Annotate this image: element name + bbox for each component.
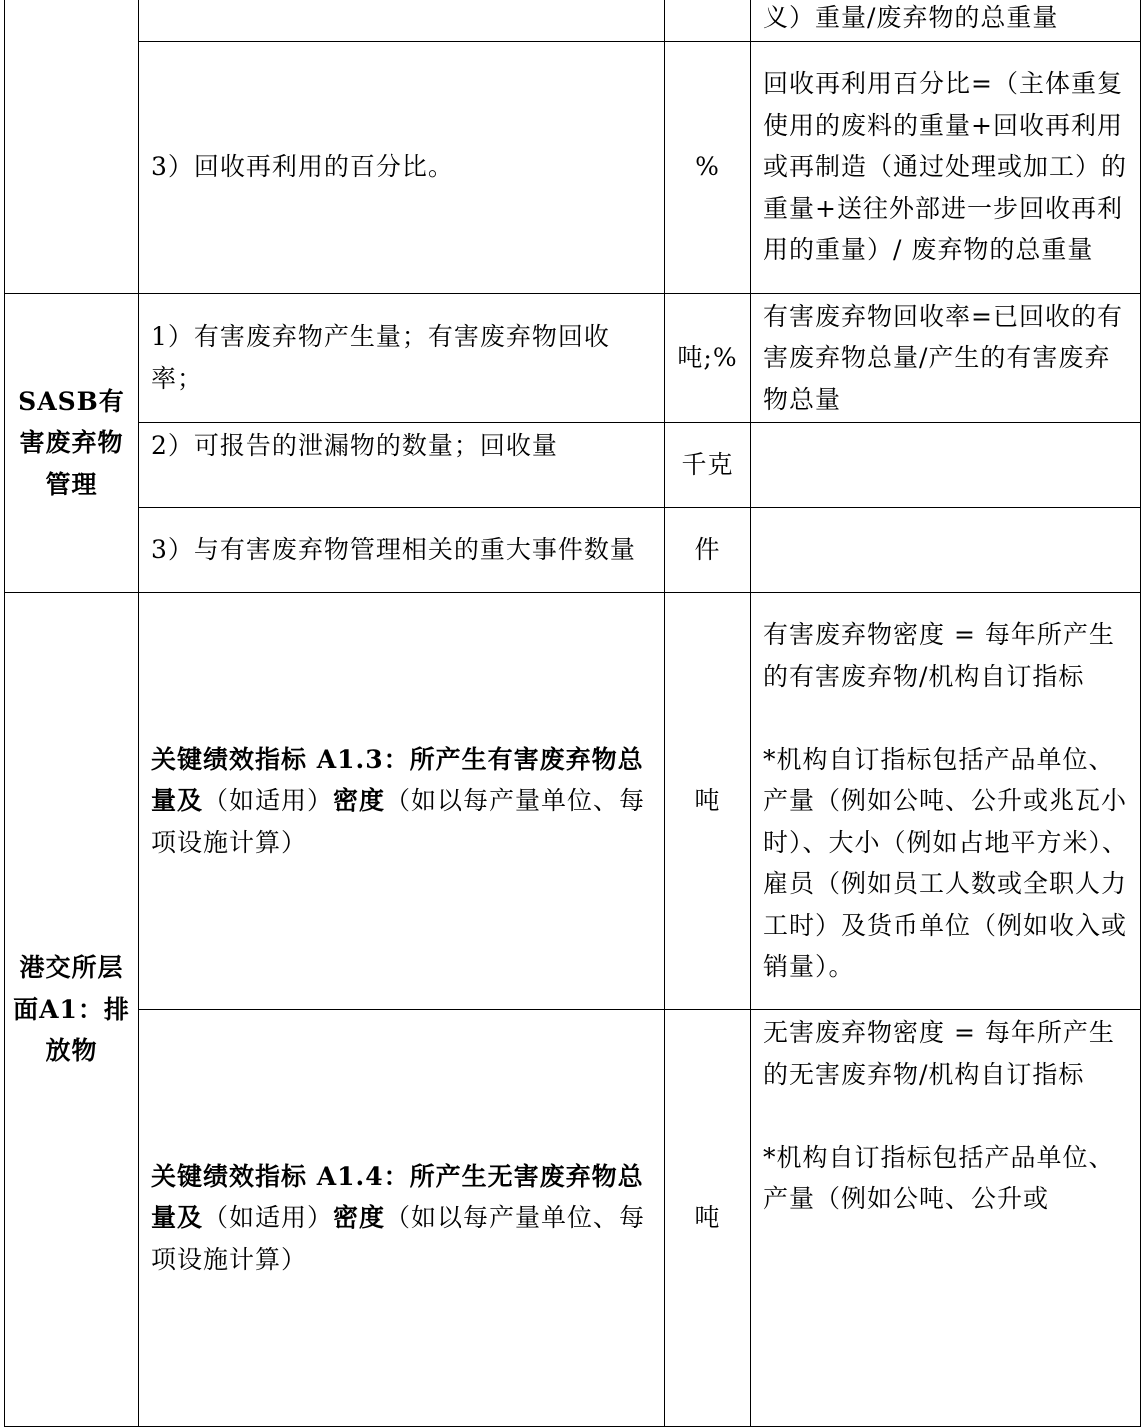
formula-text: 有害废弃物密度 = 每年所产生的有害废弃物/机构自订指标	[763, 620, 1115, 691]
table-row	[5, 593, 1141, 1010]
formula-note: *机构自订指标包括产品单位、产量（例如公吨、公升或兆瓦小时）、大小（例如占地平方米）、雇员（例如员工人数或全职人力工时）及货币单位（例如收入或销量）。	[763, 744, 1129, 982]
formula-text: 无害废弃物密度 = 每年所产生的无害废弃物/机构自订指标	[763, 1018, 1115, 1089]
unit-cell: 千克	[665, 423, 751, 508]
indicator-cell: 2）可报告的泄漏物的数量；回收量	[139, 423, 665, 508]
formula-cell: 回收再利用百分比=（主体重复使用的废料的重量+回收再利用或再制造（通过处理或加工）的重量+送往外部进一步回收再利用的重量）/ 废弃物的总重量	[751, 41, 1141, 293]
table-row	[5, 293, 1141, 423]
unit-cell: 吨	[665, 593, 751, 1010]
unit-cell: 吨;%	[665, 293, 751, 423]
table-row	[5, 423, 1141, 508]
category-cell-continued	[5, 0, 139, 293]
indicator-cell: 关键绩效指标 A1.3：所产生有害废弃物总量及（如适用）密度（如以每产量单位、每项设施计算）	[139, 593, 665, 1010]
indicator-table	[4, 0, 1141, 1427]
formula-cell	[751, 423, 1141, 508]
formula-cell	[751, 593, 1141, 1010]
table-row	[5, 41, 1141, 293]
formula-cell	[751, 508, 1141, 593]
category-cell-hkex: 港交所层面A1：排放物	[5, 593, 139, 1427]
indicator-cell: 3）与有害废弃物管理相关的重大事件数量	[139, 508, 665, 593]
unit-cell: 件	[665, 508, 751, 593]
table-row	[5, 508, 1141, 593]
formula-cell	[751, 1010, 1141, 1427]
unit-cell: 吨	[665, 1010, 751, 1427]
indicator-cell: 1）有害废弃物产生量；有害废弃物回收率；	[139, 293, 665, 423]
formula-cell: 有害废弃物回收率=已回收的有害废弃物总量/产生的有害废弃物总量	[751, 293, 1141, 423]
formula-cell: 义）重量/废弃物的总重量	[751, 0, 1141, 41]
table-row	[5, 1010, 1141, 1427]
table-row	[5, 0, 1141, 41]
indicator-cell: 关键绩效指标 A1.4：所产生无害废弃物总量及（如适用）密度（如以每产量单位、每项设施计算）	[139, 1010, 665, 1427]
formula-note: *机构自订指标包括产品单位、产量（例如公吨、公升或	[763, 1142, 1115, 1213]
unit-cell: %	[665, 41, 751, 293]
indicator-cell: 3）回收再利用的百分比。	[139, 41, 665, 293]
category-cell-sasb: SASB有害废弃物管理	[5, 293, 139, 593]
